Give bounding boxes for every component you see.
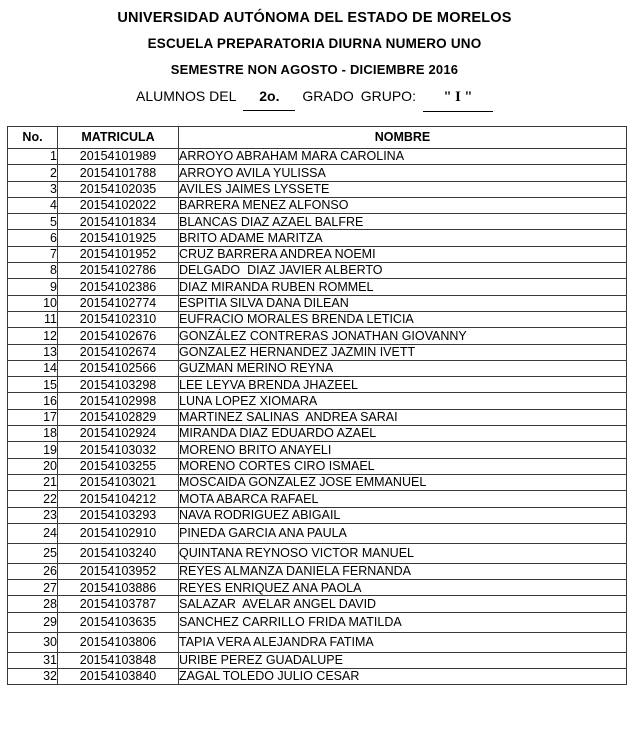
cell-no: 10 xyxy=(8,295,58,311)
cell-matricula: 20154103848 xyxy=(58,652,179,668)
table-row xyxy=(8,165,627,181)
cell-nombre: MORENO CORTES CIRO ISMAEL xyxy=(179,458,627,474)
cell-nombre: REYES ALMANZA DANIELA FERNANDA xyxy=(179,563,627,579)
table-header-row xyxy=(8,127,627,149)
cell-nombre: MOTA ABARCA RAFAEL xyxy=(179,491,627,507)
cell-no: 17 xyxy=(8,409,58,425)
semester-line: SEMESTRE NON AGOSTO - DICIEMBRE 2016 xyxy=(170,62,459,77)
table-row xyxy=(8,311,627,327)
cell-no: 12 xyxy=(8,328,58,344)
cell-nombre: DIAZ MIRANDA RUBEN ROMMEL xyxy=(179,279,627,295)
table-row xyxy=(8,197,627,213)
table-row xyxy=(8,491,627,507)
cell-matricula: 20154102910 xyxy=(58,523,179,543)
cell-no: 21 xyxy=(8,474,58,490)
cell-no: 30 xyxy=(8,632,58,652)
cell-nombre: DELGADO DIAZ JAVIER ALBERTO xyxy=(179,263,627,279)
cell-matricula: 20154102022 xyxy=(58,197,179,213)
cell-nombre: GONZALEZ HERNANDEZ JAZMIN IVETT xyxy=(179,344,627,360)
cell-matricula: 20154104212 xyxy=(58,491,179,507)
cell-matricula: 20154102924 xyxy=(58,426,179,442)
cell-no: 29 xyxy=(8,612,58,632)
cell-no: 14 xyxy=(8,360,58,376)
cell-matricula: 20154102566 xyxy=(58,360,179,376)
grade-value: 2o. xyxy=(243,83,295,111)
table-row xyxy=(8,543,627,563)
table-row xyxy=(8,523,627,543)
group-value: " I " xyxy=(423,84,493,112)
cell-matricula: 20154103952 xyxy=(58,563,179,579)
cell-no: 6 xyxy=(8,230,58,246)
table-row xyxy=(8,246,627,262)
cell-no: 20 xyxy=(8,458,58,474)
cell-matricula: 20154101925 xyxy=(58,230,179,246)
cell-no: 15 xyxy=(8,377,58,393)
column-header-no: No. xyxy=(8,127,58,149)
cell-no: 8 xyxy=(8,263,58,279)
cell-nombre: MARTINEZ SALINAS ANDREA SARAI xyxy=(179,409,627,425)
table-row xyxy=(8,442,627,458)
table-row xyxy=(8,612,627,632)
cell-matricula: 20154103293 xyxy=(58,507,179,523)
cell-nombre: MORENO BRITO ANAYELI xyxy=(179,442,627,458)
table-row xyxy=(8,563,627,579)
cell-no: 19 xyxy=(8,442,58,458)
table-row xyxy=(8,230,627,246)
cell-matricula: 20154103787 xyxy=(58,596,179,612)
cell-matricula: 20154103240 xyxy=(58,543,179,563)
table-row xyxy=(8,458,627,474)
cell-no: 11 xyxy=(8,311,58,327)
cell-no: 7 xyxy=(8,246,58,262)
cell-no: 27 xyxy=(8,580,58,596)
cell-no: 5 xyxy=(8,214,58,230)
cell-nombre: SANCHEZ CARRILLO FRIDA MATILDA xyxy=(179,612,627,632)
cell-no: 28 xyxy=(8,596,58,612)
cell-matricula: 20154101788 xyxy=(58,165,179,181)
table-row xyxy=(8,328,627,344)
university-name: UNIVERSIDAD AUTÓNOMA DEL ESTADO DE MORELOS xyxy=(117,10,512,26)
cell-matricula: 20154103806 xyxy=(58,632,179,652)
cell-no: 2 xyxy=(8,165,58,181)
table-body xyxy=(8,149,627,685)
table-row xyxy=(8,669,627,685)
cell-matricula: 20154103255 xyxy=(58,458,179,474)
cell-nombre: AVILES JAIMES LYSSETE xyxy=(179,181,627,197)
cell-matricula: 20154103032 xyxy=(58,442,179,458)
cell-matricula: 20154102310 xyxy=(58,311,179,327)
table-row xyxy=(8,580,627,596)
table-row xyxy=(8,652,627,668)
cell-no: 24 xyxy=(8,523,58,543)
cell-no: 1 xyxy=(8,149,58,165)
table-row xyxy=(8,214,627,230)
cell-matricula: 20154102386 xyxy=(58,279,179,295)
table-row xyxy=(8,360,627,376)
school-name: ESCUELA PREPARATORIA DIURNA NUMERO UNO xyxy=(147,36,482,51)
cell-no: 31 xyxy=(8,652,58,668)
cell-matricula: 20154102676 xyxy=(58,328,179,344)
table-row xyxy=(8,377,627,393)
table-row xyxy=(8,507,627,523)
cell-nombre: CRUZ BARRERA ANDREA NOEMI xyxy=(179,246,627,262)
grade-group-line xyxy=(0,83,629,112)
cell-nombre: ZAGAL TOLEDO JULIO CESAR xyxy=(179,669,627,685)
cell-nombre: URIBE PEREZ GUADALUPE xyxy=(179,652,627,668)
cell-nombre: SALAZAR AVELAR ANGEL DAVID xyxy=(179,596,627,612)
table-row xyxy=(8,344,627,360)
grupo-label: GRUPO: xyxy=(360,88,416,104)
cell-nombre: TAPIA VERA ALEJANDRA FATIMA xyxy=(179,632,627,652)
table-row xyxy=(8,474,627,490)
cell-nombre: EUFRACIO MORALES BRENDA LETICIA xyxy=(179,311,627,327)
cell-no: 25 xyxy=(8,543,58,563)
cell-nombre: LUNA LOPEZ XIOMARA xyxy=(179,393,627,409)
cell-matricula: 20154101834 xyxy=(58,214,179,230)
cell-nombre: GONZÁLEZ CONTRERAS JONATHAN GIOVANNY xyxy=(179,328,627,344)
alumnos-label: ALUMNOS DEL xyxy=(136,88,237,104)
cell-matricula: 20154101989 xyxy=(58,149,179,165)
cell-nombre: NAVA RODRIGUEZ ABIGAIL xyxy=(179,507,627,523)
table-row xyxy=(8,596,627,612)
cell-matricula: 20154102774 xyxy=(58,295,179,311)
cell-matricula: 20154103840 xyxy=(58,669,179,685)
cell-nombre: MIRANDA DIAZ EDUARDO AZAEL xyxy=(179,426,627,442)
cell-matricula: 20154101952 xyxy=(58,246,179,262)
cell-nombre: GUZMAN MERINO REYNA xyxy=(179,360,627,376)
cell-no: 26 xyxy=(8,563,58,579)
table-row xyxy=(8,279,627,295)
cell-nombre: MOSCAIDA GONZALEZ JOSE EMMANUEL xyxy=(179,474,627,490)
cell-no: 32 xyxy=(8,669,58,685)
cell-matricula: 20154103635 xyxy=(58,612,179,632)
table-row xyxy=(8,149,627,165)
cell-no: 23 xyxy=(8,507,58,523)
cell-nombre: BARRERA MENEZ ALFONSO xyxy=(179,197,627,213)
cell-matricula: 20154102674 xyxy=(58,344,179,360)
column-header-nombre: NOMBRE xyxy=(179,127,627,149)
table-row xyxy=(8,295,627,311)
cell-matricula: 20154103021 xyxy=(58,474,179,490)
cell-nombre: ARROYO ABRAHAM MARA CAROLINA xyxy=(179,149,627,165)
cell-nombre: ARROYO AVILA YULISSA xyxy=(179,165,627,181)
cell-matricula: 20154102998 xyxy=(58,393,179,409)
cell-matricula: 20154103298 xyxy=(58,377,179,393)
cell-matricula: 20154102829 xyxy=(58,409,179,425)
cell-nombre: REYES ENRIQUEZ ANA PAOLA xyxy=(179,580,627,596)
grado-label: GRADO xyxy=(302,88,354,104)
cell-matricula: 20154102035 xyxy=(58,181,179,197)
cell-no: 13 xyxy=(8,344,58,360)
table-row xyxy=(8,426,627,442)
table-row xyxy=(8,263,627,279)
cell-nombre: BLANCAS DIAZ AZAEL BALFRE xyxy=(179,214,627,230)
cell-no: 16 xyxy=(8,393,58,409)
cell-nombre: ESPITIA SILVA DANA DILEAN xyxy=(179,295,627,311)
table-row xyxy=(8,393,627,409)
cell-nombre: QUINTANA REYNOSO VICTOR MANUEL xyxy=(179,543,627,563)
table-row xyxy=(8,632,627,652)
cell-no: 9 xyxy=(8,279,58,295)
roster-table-container xyxy=(7,126,626,685)
student-roster-table xyxy=(7,126,627,685)
cell-no: 18 xyxy=(8,426,58,442)
document-header xyxy=(0,0,629,112)
column-header-matricula: MATRICULA xyxy=(58,127,179,149)
table-row xyxy=(8,181,627,197)
cell-no: 22 xyxy=(8,491,58,507)
cell-no: 4 xyxy=(8,197,58,213)
cell-no: 3 xyxy=(8,181,58,197)
cell-nombre: BRITO ADAME MARITZA xyxy=(179,230,627,246)
table-row xyxy=(8,409,627,425)
cell-matricula: 20154103886 xyxy=(58,580,179,596)
cell-matricula: 20154102786 xyxy=(58,263,179,279)
cell-nombre: LEE LEYVA BRENDA JHAZEEL xyxy=(179,377,627,393)
cell-nombre: PINEDA GARCIA ANA PAULA xyxy=(179,523,627,543)
